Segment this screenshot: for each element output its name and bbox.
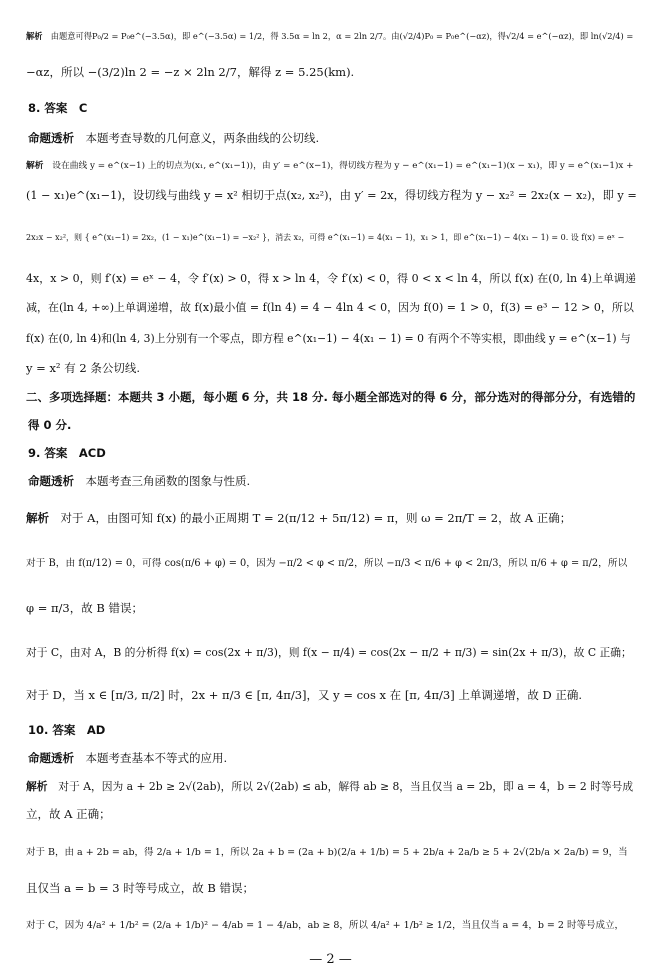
answer-heading: 9. 答案 ACD [28, 446, 106, 460]
line: 对于 B，由 a + 2b = ab，得 2/a + 1/b = 1，所以 2a + b = (2a + b)(2/a + 1/b) = 5 + 2b/a + 2a/b ≥ 5 + 2√(2b/a × 2a/b) = 9，当 [26, 847, 628, 858]
line: 4x，x > 0，则 f′(x) = eˣ − 4，令 f′(x) > 0，得 x > ln 4，令 f′(x) < 0，得 0 < x < ln 4，所以 f(x) 在(0, ln 4)上单调递 [26, 272, 636, 285]
line: 2x₂x − x₂²，则 { e^(x₁−1) = 2x₂，(1 − x₁)e^(x₁−1) = −x₂² }，消去 x₂，可得 e^(x₁−1) = 4(x₁ − 1)，x₁ > 1，即 e^(x₁−1) − 4(x₁ − 1) = 0. 设 f(x) = eˣ − [26, 233, 625, 242]
line: 对于 B，由 f(π/12) = 0，可得 cos(π/6 + φ) = 0，因为 −π/2 < φ < π/2，所以 −π/3 < π/6 + φ < 2π/3，所以 π/6 + φ = π/2，所以 [26, 558, 628, 569]
line: 命题透析 本题考查三角函数的图象与性质. [28, 474, 251, 488]
line: 且仅当 a = b = 3 时等号成立，故 B 错误； [26, 881, 254, 895]
line: f(x) 在(0, ln 4)和(ln 4, 3)上分别有一个零点，即方程 e^(x₁−1) − 4(x₁ − 1) = 0 有两个不等实根，即曲线 y = e^(x−1) 与 [26, 332, 631, 345]
line: 解析 设在曲线 y = e^(x−1) 上的切点为(x₁, e^(x₁−1))，由 y′ = e^(x−1)，得切线方程为 y − e^(x₁−1) = e^(x₁−1)(x − x₁)，即 y = e^(x₁−1)x + [26, 161, 634, 171]
page-number: — 2 — [309, 952, 352, 967]
line: φ = π/3，故 B 错误； [26, 601, 144, 615]
section-heading: 二、多项选择题：本题共 3 小题，每小题 6 分，共 18 分. 每小题全部选对的得 6 分，部分选对的得部分分，有选错的 [26, 390, 636, 404]
line: 命题透析 本题考查基本不等式的应用. [28, 751, 228, 765]
line: −αz，所以 −(3/2)ln 2 = −z × 2ln 2/7，解得 z = 5.25(km). [26, 65, 355, 79]
line: 解析 对于 A，由图可知 f(x) 的最小正周期 T = 2(π/12 + 5π/12) = π，则 ω = 2π/T = 2，故 A 正确； [26, 511, 572, 525]
answer-heading: 8. 答案 C [28, 101, 88, 115]
answer-heading: 10. 答案 AD [28, 723, 106, 737]
line: 立，故 A 正确； [26, 807, 111, 821]
line: 解析 对于 A，因为 a + 2b ≥ 2√(2ab)，所以 2√(2ab) ≤ ab，解得 ab ≥ 8，当且仅当 a = 2b，即 a = 4，b = 2 时等号成 [26, 780, 634, 793]
section-heading-cont: 得 0 分. [28, 418, 72, 432]
line: 命题透析 本题考查导数的几何意义，两条曲线的公切线. [28, 131, 320, 145]
line: 对于 C，由对 A，B 的分析得 f(x) = cos(2x + π/3)，则 f(x − π/4) = cos(2x − π/2 + π/3) = sin(2x + π/3)，故 C 正确； [26, 646, 632, 659]
line: 减，在(ln 4, +∞)上单调递增，故 f(x)最小值 = f(ln 4) = 4 − 4ln 4 < 0，因为 f(0) = 1 > 0，f(3) = e³ − 12 > 0，所以 [26, 301, 634, 314]
line: y = x² 有 2 条公切线. [26, 361, 140, 375]
line: 对于 C，因为 4/a² + 1/b² = (2/a + 1/b)² − 4/ab = 1 − 4/ab，ab ≥ 8，所以 4/a² + 1/b² ≥ 1/2，当且仅当 a = 4，b = 2 时等号成立， [26, 920, 624, 931]
line: (1 − x₁)e^(x₁−1)，设切线与曲线 y = x² 相切于点(x₂, x₂²)，由 y′ = 2x，得切线方程为 y − x₂² = 2x₂(x − x₂)，即 y = [26, 189, 637, 202]
line: 对于 D，当 x ∈ [π/3, π/2] 时，2x + π/3 ∈ [π, 4π/3]，又 y = cos x 在 [π, 4π/3] 上单调递增，故 D 正确. [26, 688, 583, 702]
line: 解析 由题意可得P₀/2 = P₀e^(−3.5α)，即 e^(−3.5α) = 1/2，得 3.5α = ln 2，α = 2ln 2/7。由(√2/4)P₀ = P₀e^(−αz)，得√2/4 = e^(−αz)，即 ln(√2/4) = [26, 31, 634, 41]
